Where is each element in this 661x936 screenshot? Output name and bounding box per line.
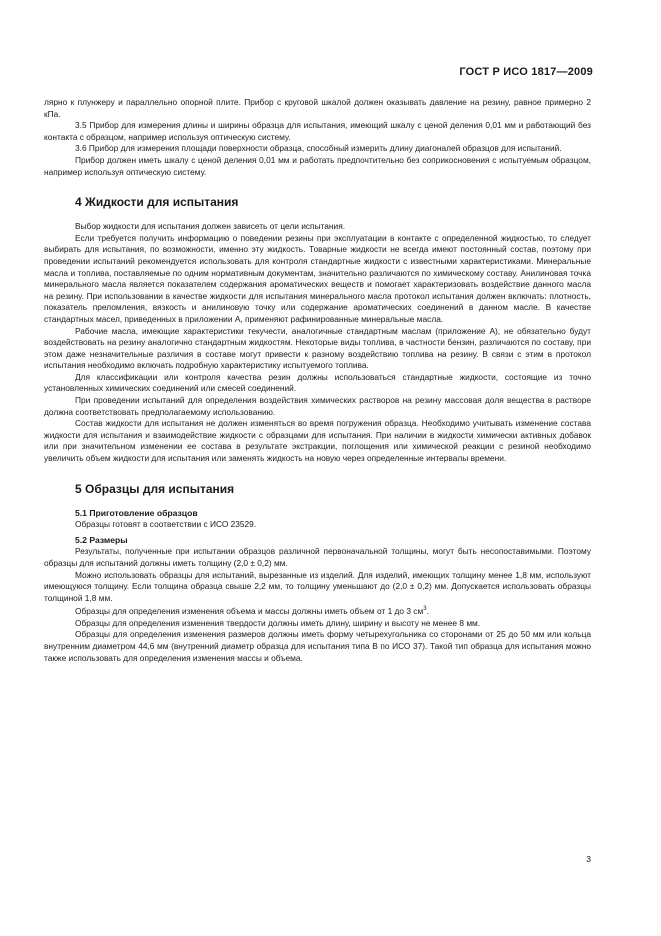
section-4-paragraph: Состав жидкости для испытания не должен изменяться во время погружения образца. Необходимо учитывать изменение состава жидкости для испытания и взаимодействие жидкости с образцами для испытания. При наличии в жидкости химически активных добавок или при значительном изменении ее состава в результате экстракции, поглощения или химической реакции с резиной необходимо увеличить объем жидкости для испытания или заменять жидкость на новую через определенные интервалы времени. bbox=[44, 418, 591, 464]
section-4-paragraph: Если требуется получить информацию о поведении резины при эксплуатации в контакте с определенной жидкостью, то следует выбирать для испытания, по возможности, именно эту жидкость. Товарные жидкости не всегда имеют постоянный состав, поэтому при проведении испытаний рекомендуется использовать для контроля стандартные жидкости с известными характеристиками. Минеральные масла и топлива, поставляемые по одним нормативным документам, значительно различаются по химическому составу. Анилиновая точка минерального масла является показателем содержания ароматических веществ и помогает характеризовать воздействие данного масла на резину. При использовании в качестве жидкости для испытания минерального масла протокол испытания должен включать: плотность, показатель преломления, вязкость и анилиновую точку или содержание ароматических соединений в данном масле. В качестве стандартных масел, приведенных в приложении А, применяют рафинированные минеральные масла. bbox=[44, 232, 591, 324]
document-body bbox=[44, 97, 591, 664]
volume-end: . bbox=[426, 606, 429, 617]
volume-text: Образцы для определения изменения объема и массы должны иметь объем от 1 до 3 см bbox=[75, 606, 424, 617]
clause-3-6-note: Прибор должен иметь шкалу с ценой деления 0,01 мм и работать предпочтительно без соприкосновения с испытуемым образцом, например используя оптическую систему. bbox=[44, 154, 591, 177]
subsection-5-1-title: 5.1 Приготовление образцов bbox=[75, 507, 198, 518]
subsection-5-1-text: Образцы готовят в соответствии с ИСО 23529. bbox=[75, 519, 257, 530]
section-4-title: 4 Жидкости для испытания bbox=[75, 195, 239, 210]
subsection-5-2-paragraph: Можно использовать образцы для испытаний, вырезанные из изделий. Для изделий, имеющих толщину менее 1,8 мм, используют имеющуюся толщину. Если толщина образца свыше 2,2 мм, то толщину уменьшают до (2,0 ± 0,2) мм. Допускается использовать образцы толщиной 1,8 мм. bbox=[44, 569, 591, 603]
clause-3-6: 3.6 Прибор для измерения площади поверхности образца, способный измерить длину диагоналей образцов для испытаний. bbox=[75, 143, 562, 154]
clause-3-5: 3.5 Прибор для измерения длины и ширины образца для испытания, имеющий шкалу с ценой деления 0,01 мм и работающий без контакта с образцом, например используя оптическую систему. bbox=[44, 120, 591, 142]
subsection-5-2-paragraph: Образцы для определения изменения твердости должны иметь длину, ширину и высоту не менее 8 мм. bbox=[75, 617, 481, 628]
subsection-5-2-title: 5.2 Размеры bbox=[75, 534, 128, 545]
page-number: 3 bbox=[586, 854, 591, 864]
volume-superscript: 3 bbox=[423, 606, 427, 613]
standard-header: ГОСТ Р ИСО 1817—2009 bbox=[459, 66, 593, 78]
volume-requirement bbox=[44, 604, 591, 617]
section-4-paragraph: Рабочие масла, имеющие характеристики текучести, аналогичные стандартным маслам (приложение А), не обязательно будут воздействовать на резину аналогично стандартным жидкостям. Некоторые виды топлива, в частности бензин, различаются по составу, при этом даже незначительные различия в составе могут привести к разному воздействию топлива на резину. В связи с этим в протокол испытания необходимо включать подробную характеристику испытуемого топлива. bbox=[44, 325, 591, 371]
subsection-5-2-paragraph: Результаты, полученные при испытании образцов различной первоначальной толщины, могут быть несопоставимыми. Поэтому образцы для испытаний должны иметь толщину (2,0 ± 0,2) мм. bbox=[44, 546, 591, 568]
section-4-paragraph: При проведении испытаний для определения воздействия химических растворов на резину массовая доля вещества в растворе должна соответствовать предполагаемому использованию. bbox=[44, 395, 591, 417]
section-4-paragraph: Для классификации или контроля качества резин должны использоваться стандартные жидкости, состоящие из точно установленных химических соединений или смесей соединений. bbox=[44, 371, 591, 394]
subsection-5-2-paragraph: Образцы для определения изменения размеров должны иметь форму четырехугольника со сторонами от 25 до 50 мм или кольца внутренним диаметром 44,6 мм (внутренний диаметр образца для испытания типа В по ИСО 37). Такой тип образца для испытания можно также использовать для определения изменения массы и объема. bbox=[44, 629, 591, 663]
intro-continuation: лярно к плунжеру и параллельно опорной плите. Прибор с круговой шкалой должен оказывать давление на резину, равное примерно 2 кПа. bbox=[44, 97, 591, 119]
section-4-paragraph: Выбор жидкости для испытания должен зависеть от цели испытания. bbox=[75, 221, 346, 232]
section-5-title: 5 Образцы для испытания bbox=[75, 481, 235, 496]
